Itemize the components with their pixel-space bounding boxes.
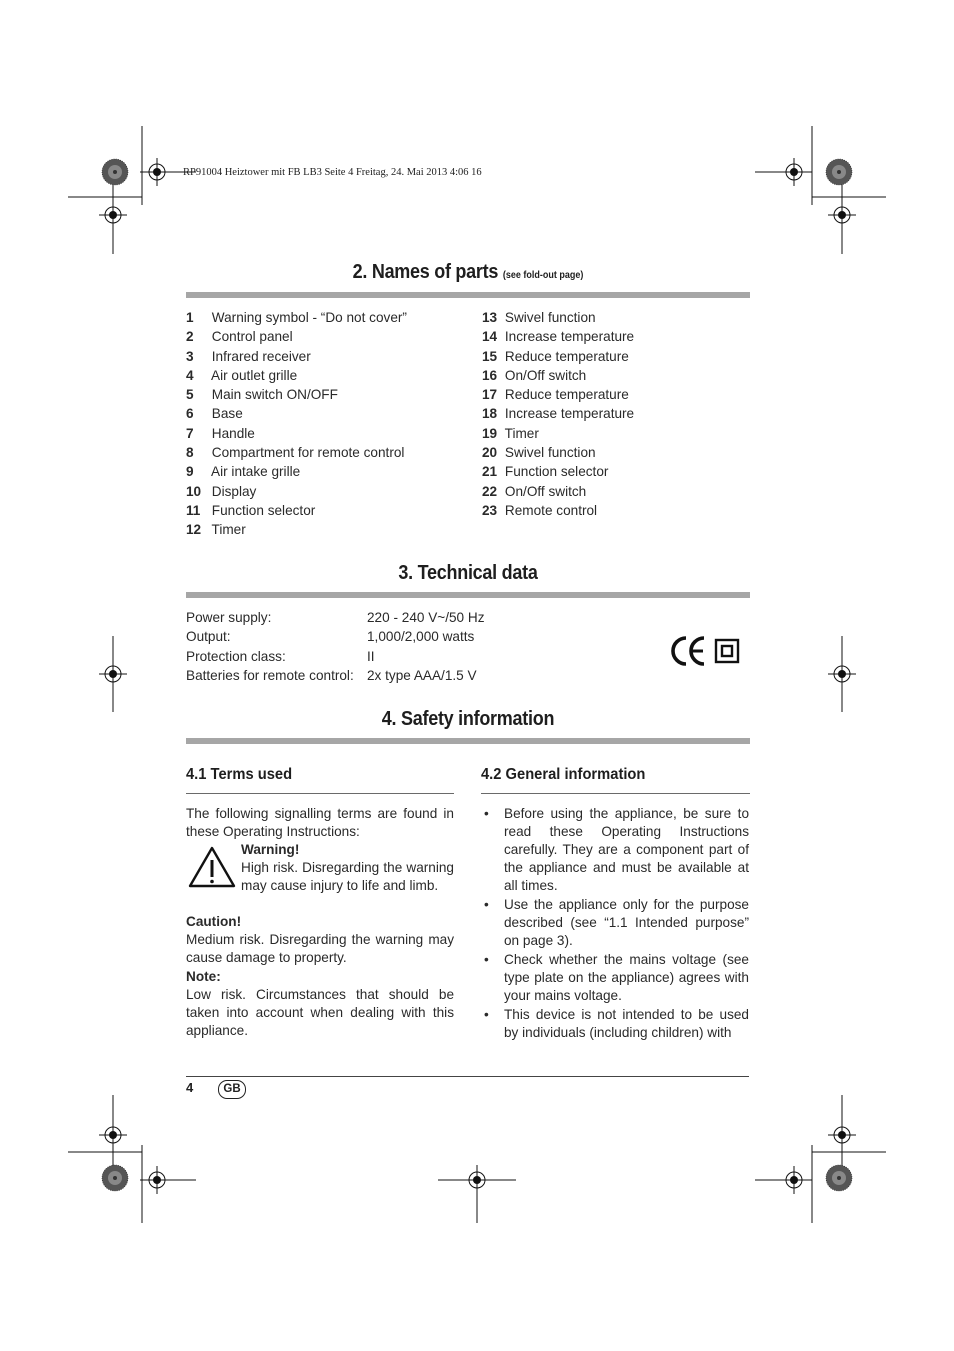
section-rule (186, 592, 750, 598)
bullet-text: Before using the appliance, be sure to read these Operating Instructions carefully. They are a component part of the appliance and must be available at all times. (504, 806, 749, 893)
part-item (186, 482, 407, 501)
ce-mark-icon (670, 634, 742, 668)
bullet-item (482, 805, 749, 895)
part-label: On/Off switch (504, 483, 587, 499)
warning-triangle-icon (187, 845, 237, 889)
part-number: 7 (186, 425, 194, 441)
part-label: Handle (211, 425, 255, 441)
part-label: On/Off switch (504, 367, 587, 383)
footer-rule (186, 1076, 749, 1077)
part-number: 3 (186, 348, 194, 364)
part-label: Reduce temperature (504, 348, 629, 364)
part-number: 10 (186, 483, 202, 499)
part-item (186, 308, 407, 327)
part-number: 5 (186, 387, 194, 403)
terms-intro: The following signalling terms are found in these Operating Instructions: (186, 806, 454, 839)
part-item (186, 462, 407, 481)
part-item (186, 404, 407, 423)
part-label: Increase temperature (504, 329, 635, 345)
part-item (186, 443, 407, 462)
general-information-title: 4.2 General information (481, 766, 646, 783)
part-label: Air intake grille (211, 464, 301, 480)
part-item (186, 424, 407, 443)
part-label: Timer (504, 425, 539, 441)
bullet-item (482, 951, 749, 1005)
part-item (482, 501, 634, 520)
part-number: 11 (186, 502, 201, 518)
bullet-text: This device is not intended to be used by individuals (including children) with (504, 1007, 749, 1040)
part-label: Base (211, 406, 243, 422)
tech-value: 1,000/2,000 watts (367, 629, 475, 645)
parts-list-right (482, 308, 634, 520)
part-item (186, 520, 407, 539)
tech-label: Output: (186, 629, 231, 645)
part-item (482, 385, 634, 404)
tech-value: II (367, 648, 375, 664)
certification-marks (670, 634, 742, 673)
part-item (482, 308, 634, 327)
part-item (482, 366, 634, 385)
part-item (482, 347, 634, 366)
part-number: 15 (482, 348, 498, 364)
part-label: Remote control (504, 502, 598, 518)
part-label: Compartment for remote control (211, 445, 405, 461)
warning-title: Warning! (241, 842, 300, 857)
note-block (186, 968, 454, 1040)
part-number: 23 (482, 502, 498, 518)
part-item (482, 462, 634, 481)
part-number: 20 (482, 445, 498, 461)
part-label: Control panel (211, 329, 293, 345)
part-label: Air outlet grille (211, 367, 298, 383)
fold-out-note: (see fold-out page) (502, 270, 584, 281)
part-number: 6 (186, 406, 194, 422)
part-number: 2 (186, 329, 194, 345)
warning-block (241, 841, 454, 895)
part-item (186, 385, 407, 404)
terms-used-title: 4.1 Terms used (186, 766, 293, 783)
part-number: 8 (186, 445, 194, 461)
part-number: 4 (186, 367, 194, 383)
part-number: 13 (482, 310, 498, 325)
bullet-text: Check whether the mains voltage (see type plate on the appliance) agrees with your mains voltage. (504, 952, 749, 1003)
bullet-icon: • (484, 806, 489, 821)
part-item (482, 482, 634, 501)
part-item (186, 327, 407, 346)
parts-list-left (186, 308, 407, 540)
bullet-icon: • (484, 952, 489, 967)
part-item (482, 404, 634, 423)
caution-block (186, 913, 454, 967)
subsection-rule (481, 793, 750, 794)
part-number: 14 (482, 329, 498, 345)
page-number: 4 (186, 1080, 194, 1095)
part-label: Main switch ON/OFF (211, 387, 338, 403)
subsection-rule (186, 793, 454, 794)
part-label: Timer (211, 522, 246, 538)
tech-label: Batteries for remote control: (186, 667, 354, 683)
part-label: Function selector (211, 502, 316, 518)
bullet-item (482, 896, 749, 950)
country-badge: GB (218, 1080, 246, 1099)
tech-label: Protection class: (186, 648, 286, 664)
section-title-names-of-parts (214, 261, 722, 284)
section-rule (186, 292, 750, 298)
part-label: Display (211, 483, 257, 499)
part-label: Function selector (504, 464, 609, 480)
part-number: 1 (186, 310, 194, 325)
names-of-parts-title: 2. Names of parts (352, 261, 499, 283)
part-item (482, 443, 634, 462)
part-item (482, 327, 634, 346)
part-number: 17 (482, 387, 498, 403)
part-item (482, 424, 634, 443)
tech-value: 220 - 240 V~/50 Hz (367, 610, 485, 625)
part-number: 9 (186, 464, 194, 480)
bullet-item (482, 1006, 749, 1042)
part-item (186, 501, 407, 520)
caution-title: Caution! (186, 914, 242, 929)
print-header: RP91004 Heiztower mit FB LB3 Seite 4 Freitag, 24. Mai 2013 4:06 16 (183, 167, 482, 178)
tech-label: Power supply: (186, 610, 272, 625)
note-text: Low risk. Circumstances that should be taken into account when dealing with this appliance. (186, 987, 454, 1038)
part-item (186, 347, 407, 366)
part-label: Infrared receiver (211, 348, 311, 364)
part-label: Increase temperature (504, 406, 635, 422)
section-title-technical-data: 3. Technical data (398, 562, 538, 584)
bullet-text: Use the appliance only for the purpose described (see “1.1 Intended purpose” on page 3). (504, 897, 749, 948)
part-number: 21 (482, 464, 498, 480)
general-information-list (482, 805, 749, 1043)
part-number: 18 (482, 406, 498, 422)
part-item (186, 366, 407, 385)
warning-text: High risk. Disregarding the warning may cause injury to life and limb. (241, 860, 454, 893)
section-title-safety-information: 4. Safety information (381, 708, 555, 730)
note-title: Note: (186, 969, 221, 984)
part-number: 12 (186, 522, 202, 538)
caution-text: Medium risk. Disregarding the warning may cause damage to property. (186, 932, 454, 965)
tech-value: 2x type AAA/1.5 V (367, 667, 477, 683)
part-number: 19 (482, 425, 498, 441)
part-label: Reduce temperature (504, 387, 629, 403)
bullet-icon: • (484, 1007, 489, 1022)
part-number: 16 (482, 367, 498, 383)
part-label: Warning symbol - “Do not cover” (211, 310, 407, 325)
section-rule (186, 738, 750, 744)
part-number: 22 (482, 483, 498, 499)
bullet-icon: • (484, 897, 489, 912)
part-label: Swivel function (504, 310, 596, 325)
part-label: Swivel function (504, 445, 596, 461)
